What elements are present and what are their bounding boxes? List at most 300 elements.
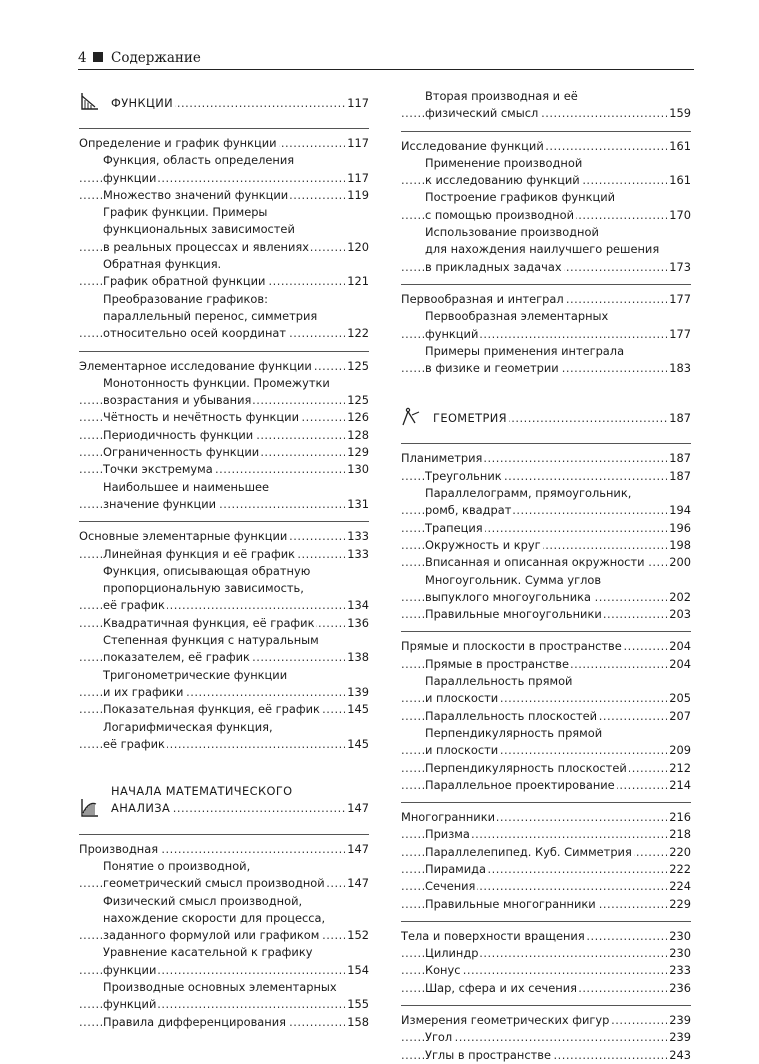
entry-title: Обратная функция. [103,257,222,272]
page-ref: 177 [667,326,691,343]
toc-subentry-line [79,409,369,426]
toc-entry-line [401,638,691,655]
toc-subentry-line [401,88,691,105]
page-ref: 173 [667,259,691,276]
toc-entry [79,841,369,858]
entry-title: к исследованию функций [425,173,580,188]
section-gap [401,377,691,403]
toc-subentry [401,896,691,913]
page-ref: 125 [345,392,369,409]
toc-subentry [401,308,691,343]
toc-entry-line [401,138,691,155]
page-ref: 134 [345,597,369,614]
toc-subentry-line [79,546,369,563]
divider [401,631,691,632]
toc-subentry-line [79,684,369,701]
entry-title: Построение графиков функций [425,190,616,205]
page-ref: 145 [345,736,369,753]
page-ref: 139 [345,684,369,701]
entry-title: её график [103,598,165,613]
toc-subentry-line [79,701,369,718]
entry-title: АНАЛИЗА [111,801,171,816]
entry-title: функций [425,326,479,341]
entry-title: Прямые в пространстве [425,656,570,671]
page-ref: 207 [667,708,691,725]
toc-subentry-line [401,537,691,554]
toc-subentry-line [401,572,691,589]
toc-subentry-line [79,632,369,649]
toc-entry-line [401,1012,691,1029]
toc-subentry-line [401,777,691,794]
entry-title: Планиметрия [401,451,483,466]
toc-subentry-line [79,187,369,204]
entry-title: Производная [79,841,159,856]
toc-subentry [79,546,369,563]
page-ref: 230 [667,945,691,962]
entry-title: Перпендикулярность плоскостей [425,760,627,775]
page-ref: 159 [667,105,691,122]
entry-title: Многоугольник. Сумма углов [425,572,602,587]
entry-title: Периодичность функции [103,427,254,442]
toc-subentry-line [401,1029,691,1046]
toc-subentry [79,444,369,461]
page-ref: 233 [667,962,691,979]
toc-subentry-line [401,708,691,725]
page-ref: 117 [345,95,369,112]
page-ref: 203 [667,606,691,623]
page-ref: 194 [667,502,691,519]
toc-subentry-line [401,105,691,122]
entry-title: Примеры применения интеграла [425,343,625,358]
toc-subentry [401,980,691,997]
page-title: Содержание [111,50,201,66]
divider [401,284,691,285]
toc-subentry-line [79,152,369,169]
toc-subentry [79,204,369,256]
page-header [78,49,694,70]
toc-subentry-line [401,468,691,485]
toc-subentry-line [401,690,691,707]
toc-subentry-line [79,375,369,392]
entry-title: Правильные многогранники [425,896,596,911]
entry-title: Функция, описывающая обратную [103,563,311,578]
toc-subentry-line [79,221,369,238]
toc-subentry [401,656,691,673]
toc-subentry-line [401,945,691,962]
toc-subentry-line [79,667,369,684]
entry-title: Наибольшее и наименьшее [103,479,270,494]
entry-title: ромб, квадрат [425,503,512,518]
page-ref: 131 [345,496,369,513]
toc-subentry [401,777,691,794]
toc-subentry-line [401,1047,691,1064]
toc-subentry-line [401,259,691,276]
toc-subentry-line [79,962,369,979]
toc-subentry [79,409,369,426]
page-ref: 212 [667,760,691,777]
entry-title: Множество значений функции [103,187,289,202]
toc-entry [79,358,369,375]
toc-subentry-line [401,172,691,189]
toc-subentry-line [79,996,369,1013]
toc-entry-line [79,528,369,545]
page-ref: 133 [345,546,369,563]
page-ref: 200 [667,554,691,571]
toc-subentry-line [401,980,691,997]
toc-entry-line [401,450,691,467]
section-heading-text [111,783,369,818]
page-ref: 204 [667,656,691,673]
entry-title: выпуклого многоугольника [425,589,591,604]
entry-title: параллельный перенос, симметрия [103,308,318,323]
page-ref: 117 [345,135,369,152]
toc-subentry [79,667,369,702]
toc-entry-line [79,135,369,152]
toc-subentry-line [401,742,691,759]
toc-subentry [401,708,691,725]
toc-subentry-line [401,520,691,537]
entry-title: Основные элементарные функции [79,529,288,544]
toc-subentry-line [79,461,369,478]
header-square-icon [93,52,103,62]
toc-entry [401,638,691,655]
page-ref: 147 [345,841,369,858]
toc-subentry-line [79,979,369,996]
page-ref: 120 [345,239,369,256]
toc-column-right [401,88,691,1064]
entry-title: Монотонность функции. Промежутки [103,375,330,390]
page-ref: 126 [345,409,369,426]
toc-subentry [79,563,369,615]
toc-subentry [401,88,691,123]
toc-subentry-line [401,606,691,623]
divider [79,834,369,835]
entry-title: Понятие о производной, [103,858,251,873]
toc-subentry-line [401,826,691,843]
entry-title: возрастания и убывания [103,393,252,408]
divider [79,351,369,352]
divider [401,131,691,132]
divider [401,802,691,803]
toc-subentry-line [79,910,369,927]
page-ref: 155 [345,996,369,1013]
toc-subentry [401,861,691,878]
entry-title: Тригонометрические функции [103,667,288,682]
page-number: 4 [78,50,87,66]
toc-subentry [401,485,691,520]
toc-entry [401,138,691,155]
toc-subentry-line [79,1014,369,1031]
toc-subentry-line [401,673,691,690]
toc-subentry [79,187,369,204]
toc-subentry-line [79,291,369,308]
toc-subentry-line [79,736,369,753]
page-ref: 121 [345,273,369,290]
divider [401,921,691,922]
entry-title: нахождение скорости для процесса, [103,910,326,925]
entry-title: Перпендикулярность прямой [425,725,603,740]
toc-column-left [79,88,369,1031]
toc-subentry [79,461,369,478]
entry-title: Вторая производная и её [425,89,578,103]
entry-title: функции [103,962,157,977]
page-ref: 224 [667,878,691,895]
toc-subentry-line [401,725,691,742]
section-gap [79,753,369,779]
page-ref: 209 [667,742,691,759]
toc-entry-line [79,358,369,375]
entry-title: Угол [425,1030,453,1045]
toc-subentry [401,572,691,607]
toc-entry [79,528,369,545]
entry-title: Определение и график функции [79,136,277,150]
entry-title: Параллелограмм, прямоугольник, [425,486,632,501]
entry-title: Многогранники [401,810,495,825]
toc-subentry-line [401,656,691,673]
toc-subentry [401,945,691,962]
entry-title: Чётность и нечётность функции [103,410,299,425]
toc-entry [401,291,691,308]
toc-subentry-line [79,893,369,910]
entry-title: Точки экстремума [103,462,213,477]
page-ref: 229 [667,896,691,913]
toc-subentry [401,224,691,276]
toc-subentry [401,826,691,843]
entry-title: Правила дифференцирования [103,1014,286,1029]
toc-subentry [401,520,691,537]
entry-title: Треугольник [425,468,502,483]
section-heading [79,92,369,112]
entry-title: Параллельное проектирование [425,777,615,792]
page-ref: 147 [345,800,369,817]
section-heading [79,783,369,818]
toc-subentry [401,606,691,623]
toc-subentry [79,152,369,187]
page-ref: 129 [345,444,369,461]
toc-subentry-line [79,615,369,632]
toc-subentry-line [79,427,369,444]
toc-subentry-line [79,308,369,325]
toc-subentry-line [79,496,369,513]
entry-title: Тела и поверхности вращения [401,928,585,943]
entry-title: Призма [425,827,470,842]
toc-entry-line [401,291,691,308]
toc-entry [401,450,691,467]
toc-subentry [401,537,691,554]
toc-subentry [79,1014,369,1031]
toc-subentry-line [401,861,691,878]
toc-subentry-line [401,224,691,241]
toc-subentry-line [79,944,369,961]
entry-title: и плоскости [425,743,499,758]
toc-entry [401,1012,691,1029]
entry-title: Уравнение касательной к графику [103,945,313,960]
section-title-line [111,95,369,112]
divider [79,128,369,129]
entry-title: Первообразная и интеграл [401,291,564,306]
entry-title: Прямые и плоскости в пространстве [401,639,622,654]
entry-title: физический смысл [425,106,539,121]
page-ref: 119 [345,187,369,204]
entry-title: с помощью производной [425,207,574,222]
toc-subentry-line [401,760,691,777]
page-ref: 187 [667,468,691,485]
toc-subentry-line [401,241,691,258]
toc-subentry [79,719,369,754]
entry-title: функций [103,997,157,1012]
page-ref: 170 [667,207,691,224]
toc-subentry [401,844,691,861]
toc-subentry [401,554,691,571]
toc-subentry [401,962,691,979]
page-ref: 177 [667,291,691,308]
entry-title: Показательная функция, её график [103,702,320,717]
toc-subentry-line [79,597,369,614]
section-heading-text [111,95,369,112]
toc-subentry-line [401,360,691,377]
entry-title: показателем, её график [103,650,250,665]
toc-entry [79,135,369,152]
entry-title: Трапеция [425,520,483,535]
section-heading [401,407,691,427]
page-ref: 128 [345,427,369,444]
page-ref: 183 [667,360,691,377]
entry-title: заданного формулой или графиком [103,928,320,943]
page-ref: 158 [345,1014,369,1031]
page-ref: 216 [667,809,691,826]
toc-subentry [79,893,369,945]
page-ref: 154 [345,962,369,979]
page-ref: 122 [345,325,369,342]
page-ref: 125 [345,358,369,375]
page-ref: 136 [345,615,369,632]
page-ref: 230 [667,928,691,945]
toc-subentry-line [401,485,691,502]
page-ref: 218 [667,826,691,843]
toc-subentry [79,291,369,343]
entry-title: График функции. Примеры [103,205,268,220]
toc-subentry-line [401,207,691,224]
entry-title: Сечения [425,879,476,894]
section-heading-text [433,410,691,427]
toc-entry-line [401,928,691,945]
page-ref: 236 [667,980,691,997]
toc-subentry-line [401,502,691,519]
toc-subentry-line [79,927,369,944]
entry-title: и их графики [103,684,184,699]
toc-subentry-line [401,878,691,895]
toc-subentry-line [79,875,369,892]
entry-title: функциональных зависимостей [103,222,295,237]
toc-subentry-line [401,155,691,172]
entry-title: ФУНКЦИИ [111,95,174,110]
page-ref: 243 [667,1047,691,1064]
page-ref: 187 [667,450,691,467]
entry-title: Пирамида [425,861,487,876]
page-ref: 204 [667,638,691,655]
page-ref: 198 [667,537,691,554]
entry-title: График обратной функции [103,274,266,289]
toc-subentry-line [401,896,691,913]
entry-title: её график [103,736,165,751]
toc-subentry [401,878,691,895]
entry-title: Применение производной [425,155,583,170]
toc-subentry [79,944,369,979]
toc-subentry-line [79,479,369,496]
toc-subentry-line [79,170,369,187]
toc-subentry-line [401,189,691,206]
page-ref: 187 [667,410,691,427]
page-ref: 239 [667,1012,691,1029]
toc-subentry [79,427,369,444]
toc-subentry-line [401,326,691,343]
toc-subentry [401,468,691,485]
section-title-line [111,800,369,817]
toc-subentry-line [79,256,369,273]
toc-subentry-line [401,554,691,571]
entry-title: в физике и геометрии [425,361,559,376]
entry-title: и плоскости [425,691,499,706]
toc-subentry-line [79,858,369,875]
entry-title: функции [103,170,157,185]
toc-subentry [79,479,369,514]
entry-title: Шар, сфера и их сечения [425,980,577,995]
toc-subentry-line [401,343,691,360]
toc-subentry-line [79,649,369,666]
entry-title: НАЧАЛА МАТЕМАТИЧЕСКОГО [111,784,293,799]
entry-title: Конус [425,963,461,978]
divider [401,1005,691,1006]
entry-title: Параллельность прямой [425,674,573,689]
entry-title: значение функции [103,496,217,511]
entry-title: Ограниченность функции [103,445,260,460]
page-ref: 161 [667,172,691,189]
toc-subentry-line [79,392,369,409]
toc-entry [401,928,691,945]
toc-entry-line [79,841,369,858]
entry-title: Правильные многоугольники [425,607,602,622]
entry-title: Преобразование графиков: [103,291,268,306]
entry-title: Элементарное исследование функции [79,358,312,373]
toc-subentry [79,701,369,718]
entry-title: Вписанная и описанная окружности [425,555,645,570]
page-ref: 202 [667,589,691,606]
entry-title: в реальных процессах и явлениях [103,239,309,254]
toc-subentry [79,979,369,1014]
page-ref: 130 [345,461,369,478]
section-title-line [433,410,691,427]
toc-subentry-line [79,239,369,256]
page-ref: 117 [345,170,369,187]
page-ref: 196 [667,520,691,537]
toc-subentry-line [79,204,369,221]
toc-subentry [401,1047,691,1064]
entry-title: Углы в пространстве [425,1047,551,1062]
toc-subentry [401,343,691,378]
entry-title: Функция, область определения [103,153,295,168]
entry-title: Параллельность плоскостей [425,708,598,723]
toc-subentry [401,1029,691,1046]
toc-subentry-line [79,719,369,736]
entry-title: Измерения геометрических фигур [401,1013,610,1028]
page-ref: 220 [667,844,691,861]
divider [79,521,369,522]
entry-title: ГЕОМЕТРИЯ [433,411,507,426]
entry-title: Исследование функций [401,138,544,153]
toc-subentry [79,632,369,667]
toc-subentry [401,189,691,224]
toc-subentry [401,760,691,777]
